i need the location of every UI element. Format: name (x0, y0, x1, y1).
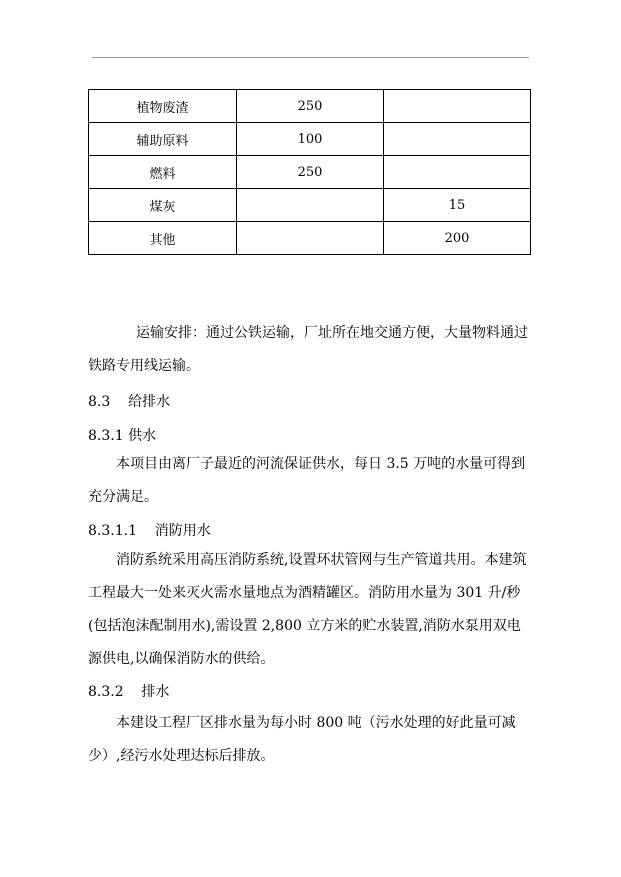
table-row (89, 90, 531, 123)
drainage-paragraph: 本建设工程厂区排水量为每小时 800 吨（污水处理的好此量可减少）,经污水处理达标后排放。 (88, 715, 516, 764)
table-cell-value (237, 222, 384, 255)
table-row (89, 189, 531, 222)
water-supply-paragraph: 本项目由离厂子最近的河流保证供水，每日 3.5 万吨的水量可得到充分满足。 (88, 456, 526, 505)
table-cell-name: 辅助原料 (89, 123, 237, 156)
table-cell-value: 15 (384, 189, 531, 222)
fire-water-paragraph: 消防系统采用高压消防系统,设置环状管网与生产管道共用。本建筑工程最大一处来灭火需水量地点为酒精罐区。消防用水量为 301 升/秒(包括泡沫配制用水),需设置 2,800 立方米的贮水装置,消防水泵用双电源供电,以确保消防水的供给。 (88, 552, 527, 667)
table-cell-name: 燃料 (89, 156, 237, 189)
transport-paragraph: 运输安排：通过公铁运输，厂址所在地交通方便，大量物料通过铁路专用线运输。 (88, 325, 528, 374)
table-row (89, 123, 531, 156)
table-cell-value: 250 (237, 156, 384, 189)
section-heading-8-3: 8.3 给排水 (88, 394, 171, 410)
table-cell-value (384, 90, 531, 123)
table-cell-value: 250 (237, 90, 384, 123)
table-cell-value: 100 (237, 123, 384, 156)
table-cell-name: 其他 (89, 222, 237, 255)
table-row (89, 222, 531, 255)
section-heading-8-3-1-1: 8.3.1.1 消防用水 (88, 523, 211, 539)
header-rule (92, 57, 529, 58)
materials-table (88, 89, 531, 255)
table-cell-value (384, 123, 531, 156)
table-cell-name: 煤灰 (89, 189, 237, 222)
table-cell-value: 200 (384, 222, 531, 255)
table-cell-value (237, 189, 384, 222)
section-heading-8-3-2: 8.3.2 排水 (88, 684, 170, 700)
table-row (89, 156, 531, 189)
section-heading-8-3-1: 8.3.1 供水 (88, 428, 157, 444)
table-cell-value (384, 156, 531, 189)
table-cell-name: 植物废渣 (89, 90, 237, 123)
